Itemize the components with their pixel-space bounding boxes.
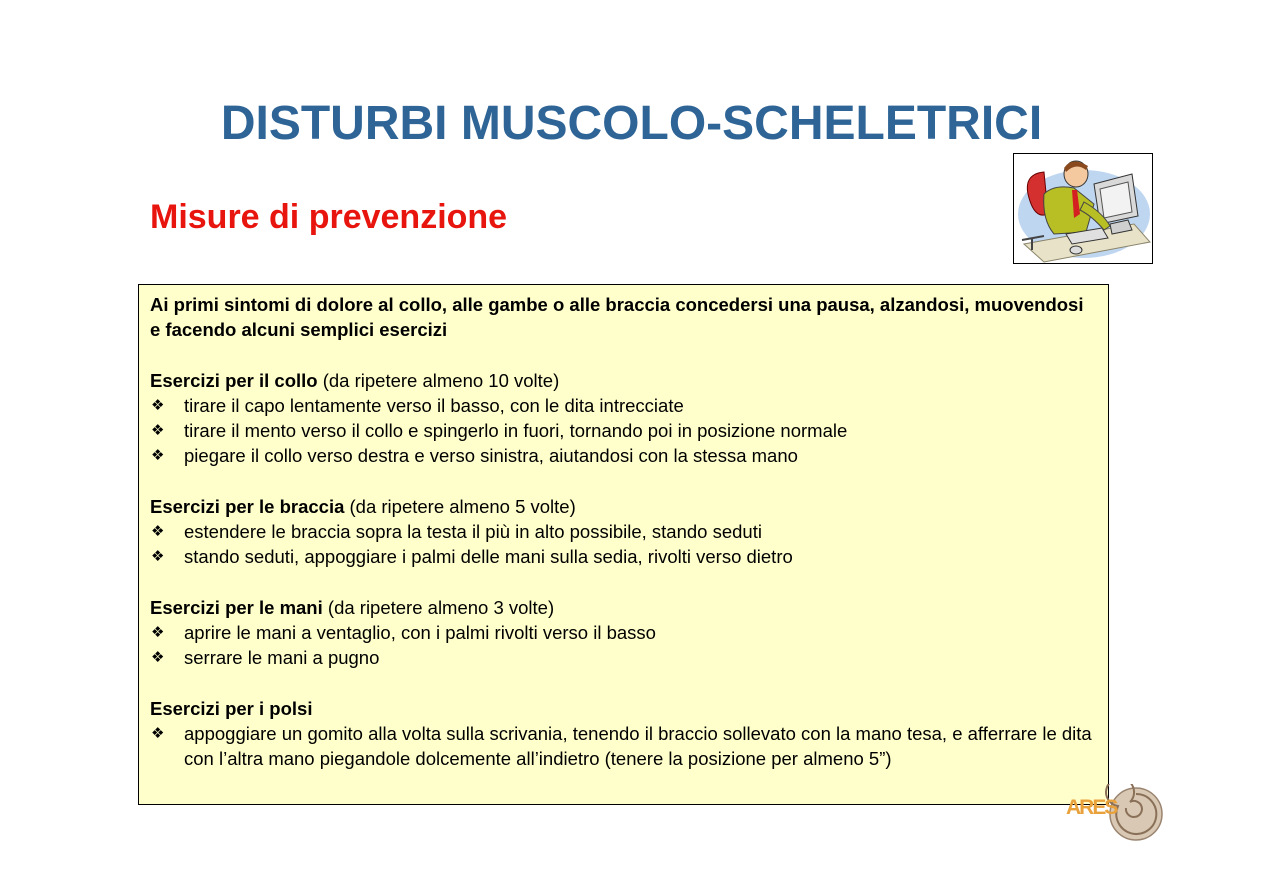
diamond-bullet-icon: ❖ (151, 422, 165, 440)
prevention-box (138, 284, 1109, 805)
slide-subtitle: Misure di prevenzione (150, 198, 508, 236)
section-heading (150, 595, 1098, 620)
diamond-bullet-icon: ❖ (151, 649, 165, 667)
list-item: ❖ tirare il capo lentamente verso il basso, con le dita intrecciate (151, 394, 684, 416)
section-hands (150, 595, 1098, 671)
section-heading (150, 368, 1098, 393)
diamond-bullet-icon: ❖ (151, 724, 165, 742)
list-item: ❖ estendere le braccia sopra la testa il più in alto possibile, stando seduti (151, 521, 762, 543)
diamond-bullet-icon: ❖ (151, 447, 165, 465)
nautilus-shell-logo-icon (1066, 784, 1166, 844)
section-heading (150, 494, 1098, 519)
office-worker-computer-icon (1013, 153, 1153, 264)
list-item: ❖ appoggiare un gomito alla volta sulla scrivania, tenendo il braccio sollevato con la mano tesa, e afferrare le dita con l’altra mano piegandole dolcemente all’indietro (tenere la posizione per almeno 5”) (151, 722, 1092, 770)
diamond-bullet-icon: ❖ (151, 523, 165, 541)
slide-title: DISTURBI MUSCOLO-SCHELETRICI (220, 97, 1043, 150)
section-arms (150, 494, 1098, 570)
section-heading (150, 696, 1098, 721)
diamond-bullet-icon: ❖ (151, 623, 165, 641)
section-neck (150, 368, 1098, 469)
intro-text: Ai primi sintomi di dolore al collo, alle gambe o alle braccia concedersi una pausa, alzandosi, muovendosi e facendo alcuni semplici esercizi (150, 294, 1084, 341)
list-item: ❖ tirare il mento verso il collo e spingerlo in fuori, tornando poi in posizione normale (151, 420, 848, 442)
list-item: ❖ serrare le mani a pugno (151, 647, 380, 669)
section-wrists (150, 696, 1098, 772)
section-title: Esercizi per i polsi (150, 697, 313, 719)
diamond-bullet-icon: ❖ (151, 396, 165, 414)
list-item: ❖ piegare il collo verso destra e verso sinistra, aiutandosi con la stessa mano (151, 445, 798, 467)
list-item: ❖ stando seduti, appoggiare i palmi delle mani sulla sedia, rivolti verso dietro (151, 546, 793, 568)
section-note: (da ripetere almeno 3 volte) (322, 596, 555, 618)
section-note: (da ripetere almeno 10 volte) (317, 369, 560, 391)
section-title: Esercizi per le braccia (150, 495, 345, 517)
section-note: (da ripetere almeno 5 volte) (344, 495, 576, 517)
section-title: Esercizi per il collo (150, 369, 318, 391)
diamond-bullet-icon: ❖ (151, 548, 165, 566)
logo-text: ARES (1066, 796, 1117, 819)
list-item: ❖ aprire le mani a ventaglio, con i palmi rivolti verso il basso (151, 621, 656, 643)
section-title: Esercizi per le mani (150, 596, 323, 618)
